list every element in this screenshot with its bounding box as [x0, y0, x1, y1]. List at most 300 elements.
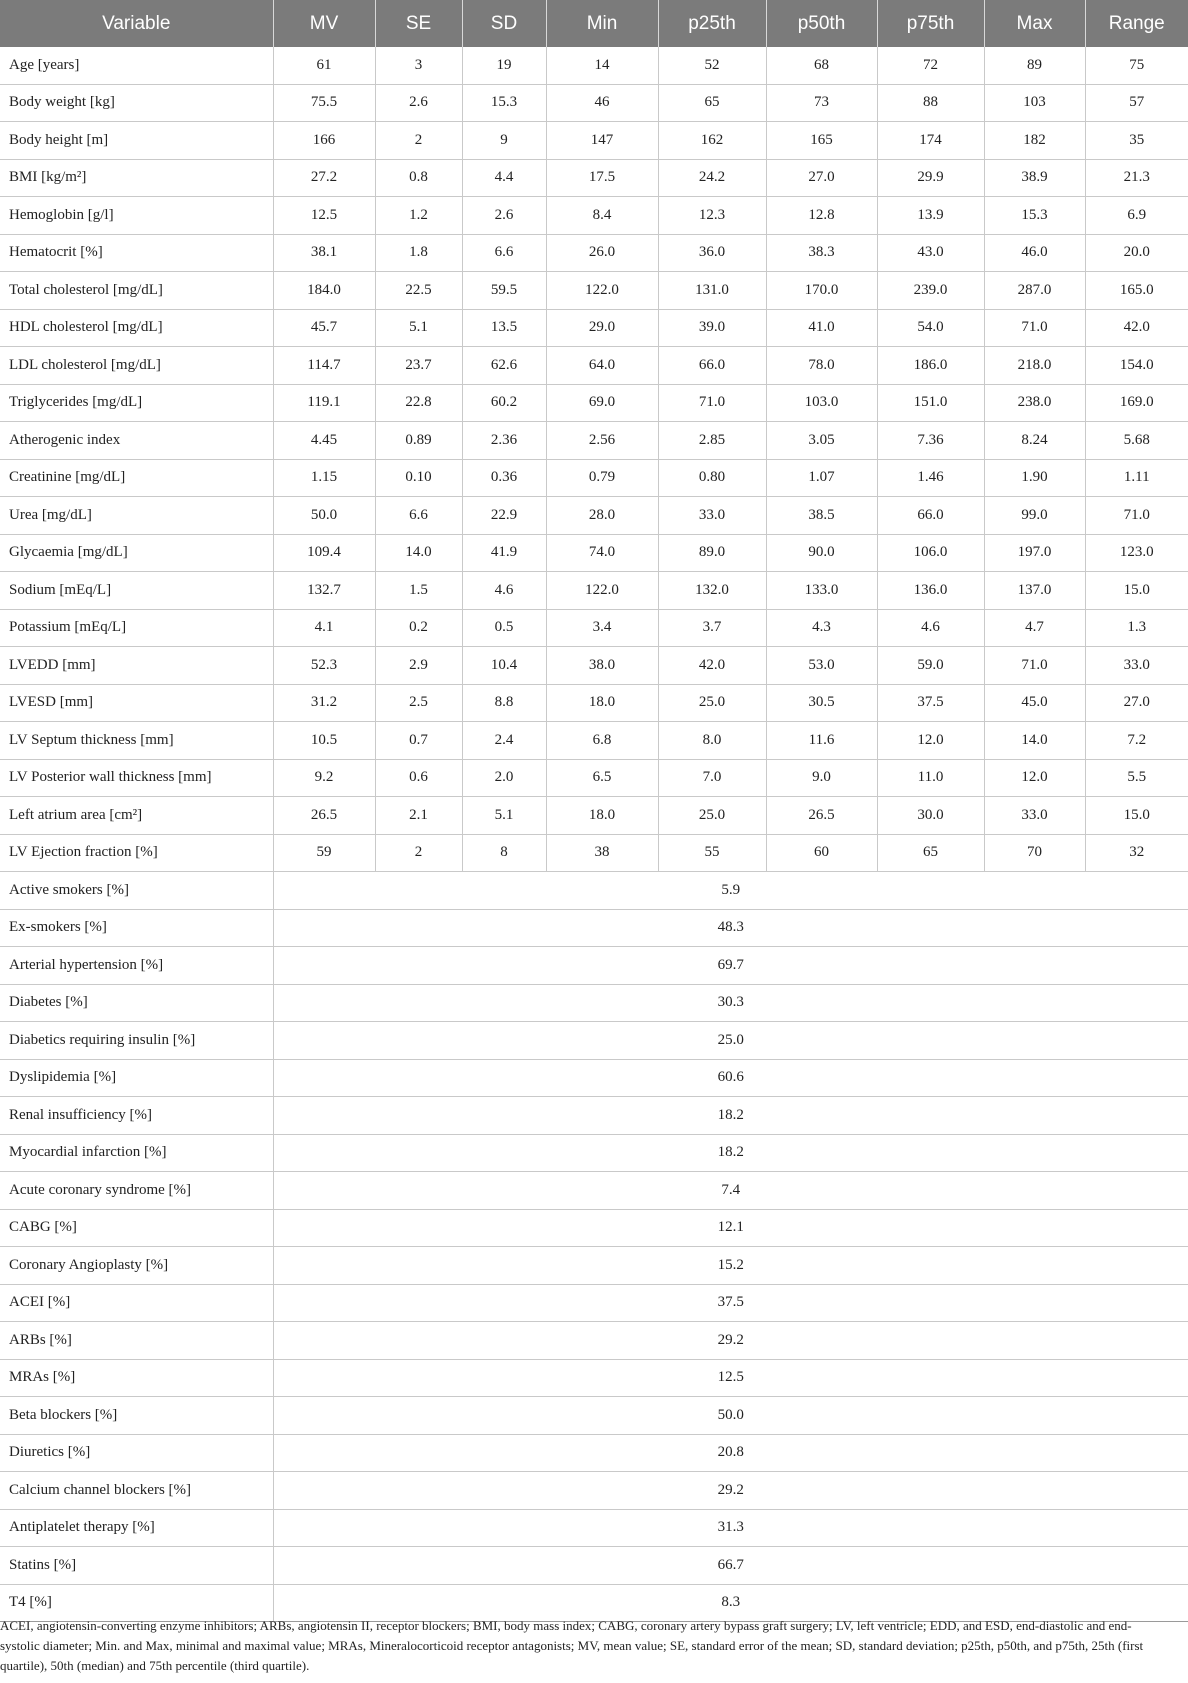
cell-value: 2.56 — [546, 422, 658, 460]
cell-value: 38.5 — [766, 497, 877, 535]
cell-value: 24.2 — [658, 159, 766, 197]
cell-value: 35 — [1085, 122, 1188, 160]
cell-value: 15.3 — [984, 197, 1085, 235]
cell-value: 33.0 — [984, 797, 1085, 835]
table-row — [0, 872, 1188, 910]
table-row — [0, 722, 1188, 760]
table-row — [0, 272, 1188, 310]
cell-value: 170.0 — [766, 272, 877, 310]
cell-value: 6.8 — [546, 722, 658, 760]
cell-value: 12.0 — [984, 759, 1085, 797]
cell-value: 6.9 — [1085, 197, 1188, 235]
cell-value: 59 — [273, 834, 375, 872]
cell-value: 165 — [766, 122, 877, 160]
cell-value-percent: 12.5 — [273, 1359, 1188, 1397]
cell-value: 89.0 — [658, 534, 766, 572]
cell-value: 59.0 — [877, 647, 984, 685]
cell-value-percent: 60.6 — [273, 1059, 1188, 1097]
cell-value: 2 — [375, 834, 462, 872]
cell-value: 0.36 — [462, 459, 546, 497]
table-row — [0, 347, 1188, 385]
table-row — [0, 234, 1188, 272]
cell-value: 0.7 — [375, 722, 462, 760]
cell-value: 0.89 — [375, 422, 462, 460]
row-label: Age [years] — [0, 47, 273, 84]
row-label: Calcium channel blockers [%] — [0, 1472, 273, 1510]
cell-value: 71.0 — [984, 309, 1085, 347]
cell-value: 73 — [766, 84, 877, 122]
cell-value: 131.0 — [658, 272, 766, 310]
cell-value: 5.68 — [1085, 422, 1188, 460]
cell-value: 21.3 — [1085, 159, 1188, 197]
column-header-range: Range — [1085, 0, 1188, 47]
cell-value: 238.0 — [984, 384, 1085, 422]
cell-value: 42.0 — [1085, 309, 1188, 347]
cell-value: 66.0 — [658, 347, 766, 385]
cell-value: 13.5 — [462, 309, 546, 347]
cell-value: 29.9 — [877, 159, 984, 197]
row-label: LV Ejection fraction [%] — [0, 834, 273, 872]
cell-value: 10.5 — [273, 722, 375, 760]
cell-value: 41.0 — [766, 309, 877, 347]
cell-value: 12.8 — [766, 197, 877, 235]
table-row — [0, 1322, 1188, 1360]
cell-value: 90.0 — [766, 534, 877, 572]
cell-value: 169.0 — [1085, 384, 1188, 422]
cell-value: 5.1 — [462, 797, 546, 835]
cell-value: 43.0 — [877, 234, 984, 272]
table-footnote: ACEI, angiotensin-converting enzyme inhibitors; ARBs, angiotensin II, receptor blockers; BMI, body mass index; CABG, coronary artery bypass graft surgery; LV, left ventricle; EDD, and ESD, end-diastolic and end-systolic diameter; Min. and Max, minimal and maximal value; MRAs, Mineralocorticoid receptor antagonists; MV, mean value; SE, standard error of the mean; SD, standard deviation; p25th, p50th, and p75th, 25th (first quartile), 50th (median) and 75th percentile (third quartile). — [0, 1618, 1144, 1673]
row-label: Ex-smokers [%] — [0, 909, 273, 947]
cell-value: 52.3 — [273, 647, 375, 685]
cell-value: 2.4 — [462, 722, 546, 760]
cell-value: 74.0 — [546, 534, 658, 572]
row-label: BMI [kg/m²] — [0, 159, 273, 197]
cell-value: 26.5 — [273, 797, 375, 835]
cell-value-percent: 25.0 — [273, 1022, 1188, 1060]
cell-value: 45.7 — [273, 309, 375, 347]
table-row — [0, 309, 1188, 347]
cell-value: 103 — [984, 84, 1085, 122]
cell-value: 4.3 — [766, 609, 877, 647]
cell-value: 8.8 — [462, 684, 546, 722]
cell-value: 119.1 — [273, 384, 375, 422]
cell-value-percent: 20.8 — [273, 1434, 1188, 1472]
cell-value: 61 — [273, 47, 375, 84]
row-label: Renal insufficiency [%] — [0, 1097, 273, 1135]
cell-value-percent: 7.4 — [273, 1172, 1188, 1210]
row-label: Triglycerides [mg/dL] — [0, 384, 273, 422]
cell-value: 6.6 — [462, 234, 546, 272]
cell-value: 2.6 — [375, 84, 462, 122]
table-row — [0, 159, 1188, 197]
row-label: MRAs [%] — [0, 1359, 273, 1397]
cell-value: 174 — [877, 122, 984, 160]
column-header-p50th: p50th — [766, 0, 877, 47]
cell-value: 184.0 — [273, 272, 375, 310]
cell-value: 239.0 — [877, 272, 984, 310]
cell-value: 8.4 — [546, 197, 658, 235]
cell-value: 162 — [658, 122, 766, 160]
cell-value-percent: 48.3 — [273, 909, 1188, 947]
cell-value: 28.0 — [546, 497, 658, 535]
cell-value: 3.7 — [658, 609, 766, 647]
column-header-max: Max — [984, 0, 1085, 47]
cell-value: 137.0 — [984, 572, 1085, 610]
cell-value: 36.0 — [658, 234, 766, 272]
cell-value-percent: 18.2 — [273, 1097, 1188, 1135]
cell-value: 10.4 — [462, 647, 546, 685]
cell-value: 14.0 — [984, 722, 1085, 760]
cell-value-percent: 30.3 — [273, 984, 1188, 1022]
cell-value-percent: 37.5 — [273, 1284, 1188, 1322]
table-row — [0, 1022, 1188, 1060]
row-label: HDL cholesterol [mg/dL] — [0, 309, 273, 347]
cell-value: 12.0 — [877, 722, 984, 760]
cell-value: 182 — [984, 122, 1085, 160]
cell-value: 22.5 — [375, 272, 462, 310]
cell-value: 123.0 — [1085, 534, 1188, 572]
cell-value: 71.0 — [984, 647, 1085, 685]
row-label: Arterial hypertension [%] — [0, 947, 273, 985]
cell-value: 14.0 — [375, 534, 462, 572]
row-label: Diabetes [%] — [0, 984, 273, 1022]
row-label: Atherogenic index — [0, 422, 273, 460]
cell-value-percent: 50.0 — [273, 1397, 1188, 1435]
cell-value: 147 — [546, 122, 658, 160]
cell-value: 4.4 — [462, 159, 546, 197]
row-label: T4 [%] — [0, 1584, 273, 1622]
cell-value-percent: 15.2 — [273, 1247, 1188, 1285]
column-header-sd: SD — [462, 0, 546, 47]
cell-value: 12.3 — [658, 197, 766, 235]
cell-value: 68 — [766, 47, 877, 84]
cell-value: 122.0 — [546, 572, 658, 610]
cell-value: 65 — [658, 84, 766, 122]
cell-value: 11.0 — [877, 759, 984, 797]
cell-value-percent: 29.2 — [273, 1322, 1188, 1360]
cell-value: 2 — [375, 122, 462, 160]
cell-value: 1.07 — [766, 459, 877, 497]
cell-value: 57 — [1085, 84, 1188, 122]
table-row — [0, 984, 1188, 1022]
cell-value: 1.15 — [273, 459, 375, 497]
row-label: Body height [m] — [0, 122, 273, 160]
cell-value: 25.0 — [658, 797, 766, 835]
cell-value: 45.0 — [984, 684, 1085, 722]
cell-value: 2.1 — [375, 797, 462, 835]
table-row — [0, 1509, 1188, 1547]
cell-value: 71.0 — [1085, 497, 1188, 535]
cell-value: 32 — [1085, 834, 1188, 872]
cell-value-percent: 18.2 — [273, 1134, 1188, 1172]
table-row — [0, 534, 1188, 572]
cell-value: 75.5 — [273, 84, 375, 122]
cell-value: 9 — [462, 122, 546, 160]
table-row — [0, 47, 1188, 84]
cell-value: 46.0 — [984, 234, 1085, 272]
cell-value-percent: 66.7 — [273, 1547, 1188, 1585]
cell-value: 7.2 — [1085, 722, 1188, 760]
cell-value: 14 — [546, 47, 658, 84]
cell-value-percent: 8.3 — [273, 1584, 1188, 1622]
cell-value: 4.6 — [877, 609, 984, 647]
table-row — [0, 834, 1188, 872]
row-label: Hematocrit [%] — [0, 234, 273, 272]
cell-value: 3.05 — [766, 422, 877, 460]
table-row — [0, 497, 1188, 535]
cell-value: 11.6 — [766, 722, 877, 760]
cell-value-percent: 5.9 — [273, 872, 1188, 910]
cell-value: 1.8 — [375, 234, 462, 272]
cell-value: 64.0 — [546, 347, 658, 385]
cell-value: 53.0 — [766, 647, 877, 685]
cell-value: 18.0 — [546, 684, 658, 722]
table-row — [0, 1134, 1188, 1172]
cell-value: 218.0 — [984, 347, 1085, 385]
cell-value: 62.6 — [462, 347, 546, 385]
cell-value: 33.0 — [1085, 647, 1188, 685]
cell-value: 0.8 — [375, 159, 462, 197]
cell-value: 38.3 — [766, 234, 877, 272]
cell-value: 38 — [546, 834, 658, 872]
cell-value: 151.0 — [877, 384, 984, 422]
cell-value: 7.0 — [658, 759, 766, 797]
cell-value: 59.5 — [462, 272, 546, 310]
cell-value: 66.0 — [877, 497, 984, 535]
cell-value: 23.7 — [375, 347, 462, 385]
cell-value: 287.0 — [984, 272, 1085, 310]
table-row — [0, 572, 1188, 610]
cell-value: 65 — [877, 834, 984, 872]
cell-value: 12.5 — [273, 197, 375, 235]
cell-value: 25.0 — [658, 684, 766, 722]
cell-value: 15.0 — [1085, 572, 1188, 610]
cell-value: 2.9 — [375, 647, 462, 685]
cell-value: 1.2 — [375, 197, 462, 235]
cell-value: 27.2 — [273, 159, 375, 197]
cell-value: 30.0 — [877, 797, 984, 835]
cell-value: 165.0 — [1085, 272, 1188, 310]
cell-value: 22.9 — [462, 497, 546, 535]
row-label: Statins [%] — [0, 1547, 273, 1585]
cell-value: 1.11 — [1085, 459, 1188, 497]
cell-value: 42.0 — [658, 647, 766, 685]
cell-value: 70 — [984, 834, 1085, 872]
cell-value: 19 — [462, 47, 546, 84]
cell-value-percent: 69.7 — [273, 947, 1188, 985]
row-label: ARBs [%] — [0, 1322, 273, 1360]
cell-value: 6.6 — [375, 497, 462, 535]
cell-value: 26.5 — [766, 797, 877, 835]
cell-value: 197.0 — [984, 534, 1085, 572]
row-label: Acute coronary syndrome [%] — [0, 1172, 273, 1210]
cell-value: 22.8 — [375, 384, 462, 422]
row-label: Dyslipidemia [%] — [0, 1059, 273, 1097]
cell-value: 122.0 — [546, 272, 658, 310]
table-row — [0, 1434, 1188, 1472]
header-row — [0, 0, 1188, 47]
cell-value: 114.7 — [273, 347, 375, 385]
row-label: Urea [mg/dL] — [0, 497, 273, 535]
row-label: Total cholesterol [mg/dL] — [0, 272, 273, 310]
table-row — [0, 759, 1188, 797]
cell-value: 2.85 — [658, 422, 766, 460]
row-label: Myocardial infarction [%] — [0, 1134, 273, 1172]
cell-value: 8 — [462, 834, 546, 872]
row-label: Glycaemia [mg/dL] — [0, 534, 273, 572]
cell-value: 88 — [877, 84, 984, 122]
cell-value: 0.6 — [375, 759, 462, 797]
cell-value: 6.5 — [546, 759, 658, 797]
cell-value: 75 — [1085, 47, 1188, 84]
cell-value: 0.80 — [658, 459, 766, 497]
row-label: LVEDD [mm] — [0, 647, 273, 685]
cell-value: 2.5 — [375, 684, 462, 722]
cell-value: 89 — [984, 47, 1085, 84]
column-header-min: Min — [546, 0, 658, 47]
cell-value: 72 — [877, 47, 984, 84]
table-row — [0, 459, 1188, 497]
cell-value-percent: 12.1 — [273, 1209, 1188, 1247]
cell-value-percent: 29.2 — [273, 1472, 1188, 1510]
cell-value: 8.0 — [658, 722, 766, 760]
cell-value: 103.0 — [766, 384, 877, 422]
cell-value: 106.0 — [877, 534, 984, 572]
row-label: LVESD [mm] — [0, 684, 273, 722]
cell-value: 166 — [273, 122, 375, 160]
cell-value: 18.0 — [546, 797, 658, 835]
column-header-p25th: p25th — [658, 0, 766, 47]
cell-value: 54.0 — [877, 309, 984, 347]
cell-value: 29.0 — [546, 309, 658, 347]
row-label: Sodium [mEq/L] — [0, 572, 273, 610]
row-label: Creatinine [mg/dL] — [0, 459, 273, 497]
cell-value: 2.0 — [462, 759, 546, 797]
cell-value: 2.36 — [462, 422, 546, 460]
table-row — [0, 609, 1188, 647]
table-row — [0, 1359, 1188, 1397]
cell-value: 15.0 — [1085, 797, 1188, 835]
cell-value: 46 — [546, 84, 658, 122]
cell-value: 136.0 — [877, 572, 984, 610]
cell-value-percent: 31.3 — [273, 1509, 1188, 1547]
cell-value: 9.2 — [273, 759, 375, 797]
cell-value: 5.5 — [1085, 759, 1188, 797]
cell-value: 8.24 — [984, 422, 1085, 460]
cell-value: 13.9 — [877, 197, 984, 235]
cell-value: 41.9 — [462, 534, 546, 572]
cell-value: 186.0 — [877, 347, 984, 385]
row-label: LDL cholesterol [mg/dL] — [0, 347, 273, 385]
cell-value: 27.0 — [766, 159, 877, 197]
row-label: Body weight [kg] — [0, 84, 273, 122]
row-label: Potassium [mEq/L] — [0, 609, 273, 647]
cell-value: 1.46 — [877, 459, 984, 497]
cell-value: 69.0 — [546, 384, 658, 422]
table-row — [0, 1547, 1188, 1585]
row-label: Beta blockers [%] — [0, 1397, 273, 1435]
cell-value: 38.9 — [984, 159, 1085, 197]
cell-value: 50.0 — [273, 497, 375, 535]
cell-value: 31.2 — [273, 684, 375, 722]
cell-value: 132.0 — [658, 572, 766, 610]
table-row — [0, 1097, 1188, 1135]
cell-value: 9.0 — [766, 759, 877, 797]
cell-value: 109.4 — [273, 534, 375, 572]
cell-value: 4.7 — [984, 609, 1085, 647]
column-header-mv: MV — [273, 0, 375, 47]
cell-value: 132.7 — [273, 572, 375, 610]
table-row — [0, 647, 1188, 685]
cell-value: 60 — [766, 834, 877, 872]
cell-value: 7.36 — [877, 422, 984, 460]
cell-value: 2.6 — [462, 197, 546, 235]
table-row — [0, 1284, 1188, 1322]
cell-value: 0.10 — [375, 459, 462, 497]
cell-value: 5.1 — [375, 309, 462, 347]
cell-value: 39.0 — [658, 309, 766, 347]
cell-value: 55 — [658, 834, 766, 872]
row-label: ACEI [%] — [0, 1284, 273, 1322]
row-label: Coronary Angioplasty [%] — [0, 1247, 273, 1285]
cell-value: 133.0 — [766, 572, 877, 610]
column-header-variable: Variable — [0, 0, 273, 47]
cell-value: 3 — [375, 47, 462, 84]
row-label: Antiplatelet therapy [%] — [0, 1509, 273, 1547]
cell-value: 17.5 — [546, 159, 658, 197]
table-row — [0, 1172, 1188, 1210]
cell-value: 37.5 — [877, 684, 984, 722]
cell-value: 3.4 — [546, 609, 658, 647]
table-row — [0, 122, 1188, 160]
table-row — [0, 422, 1188, 460]
row-label: Left atrium area [cm²] — [0, 797, 273, 835]
row-label: CABG [%] — [0, 1209, 273, 1247]
table-row — [0, 1472, 1188, 1510]
table-row — [0, 84, 1188, 122]
cell-value: 0.79 — [546, 459, 658, 497]
cell-value: 154.0 — [1085, 347, 1188, 385]
table-row — [0, 1059, 1188, 1097]
cell-value: 33.0 — [658, 497, 766, 535]
cell-value: 4.1 — [273, 609, 375, 647]
cell-value: 0.5 — [462, 609, 546, 647]
column-header-se: SE — [375, 0, 462, 47]
cell-value: 1.3 — [1085, 609, 1188, 647]
table-header — [0, 0, 1188, 47]
row-label: Diabetics requiring insulin [%] — [0, 1022, 273, 1060]
cell-value: 52 — [658, 47, 766, 84]
table-row — [0, 797, 1188, 835]
row-label: Active smokers [%] — [0, 872, 273, 910]
cell-value: 60.2 — [462, 384, 546, 422]
cell-value: 30.5 — [766, 684, 877, 722]
cell-value: 71.0 — [658, 384, 766, 422]
cell-value: 1.90 — [984, 459, 1085, 497]
cell-value: 4.45 — [273, 422, 375, 460]
cell-value: 38.0 — [546, 647, 658, 685]
cell-value: 0.2 — [375, 609, 462, 647]
cell-value: 20.0 — [1085, 234, 1188, 272]
row-label: LV Posterior wall thickness [mm] — [0, 759, 273, 797]
cell-value: 38.1 — [273, 234, 375, 272]
cell-value: 1.5 — [375, 572, 462, 610]
row-label: Hemoglobin [g/l] — [0, 197, 273, 235]
table-row — [0, 684, 1188, 722]
row-label: Diuretics [%] — [0, 1434, 273, 1472]
table-row — [0, 909, 1188, 947]
